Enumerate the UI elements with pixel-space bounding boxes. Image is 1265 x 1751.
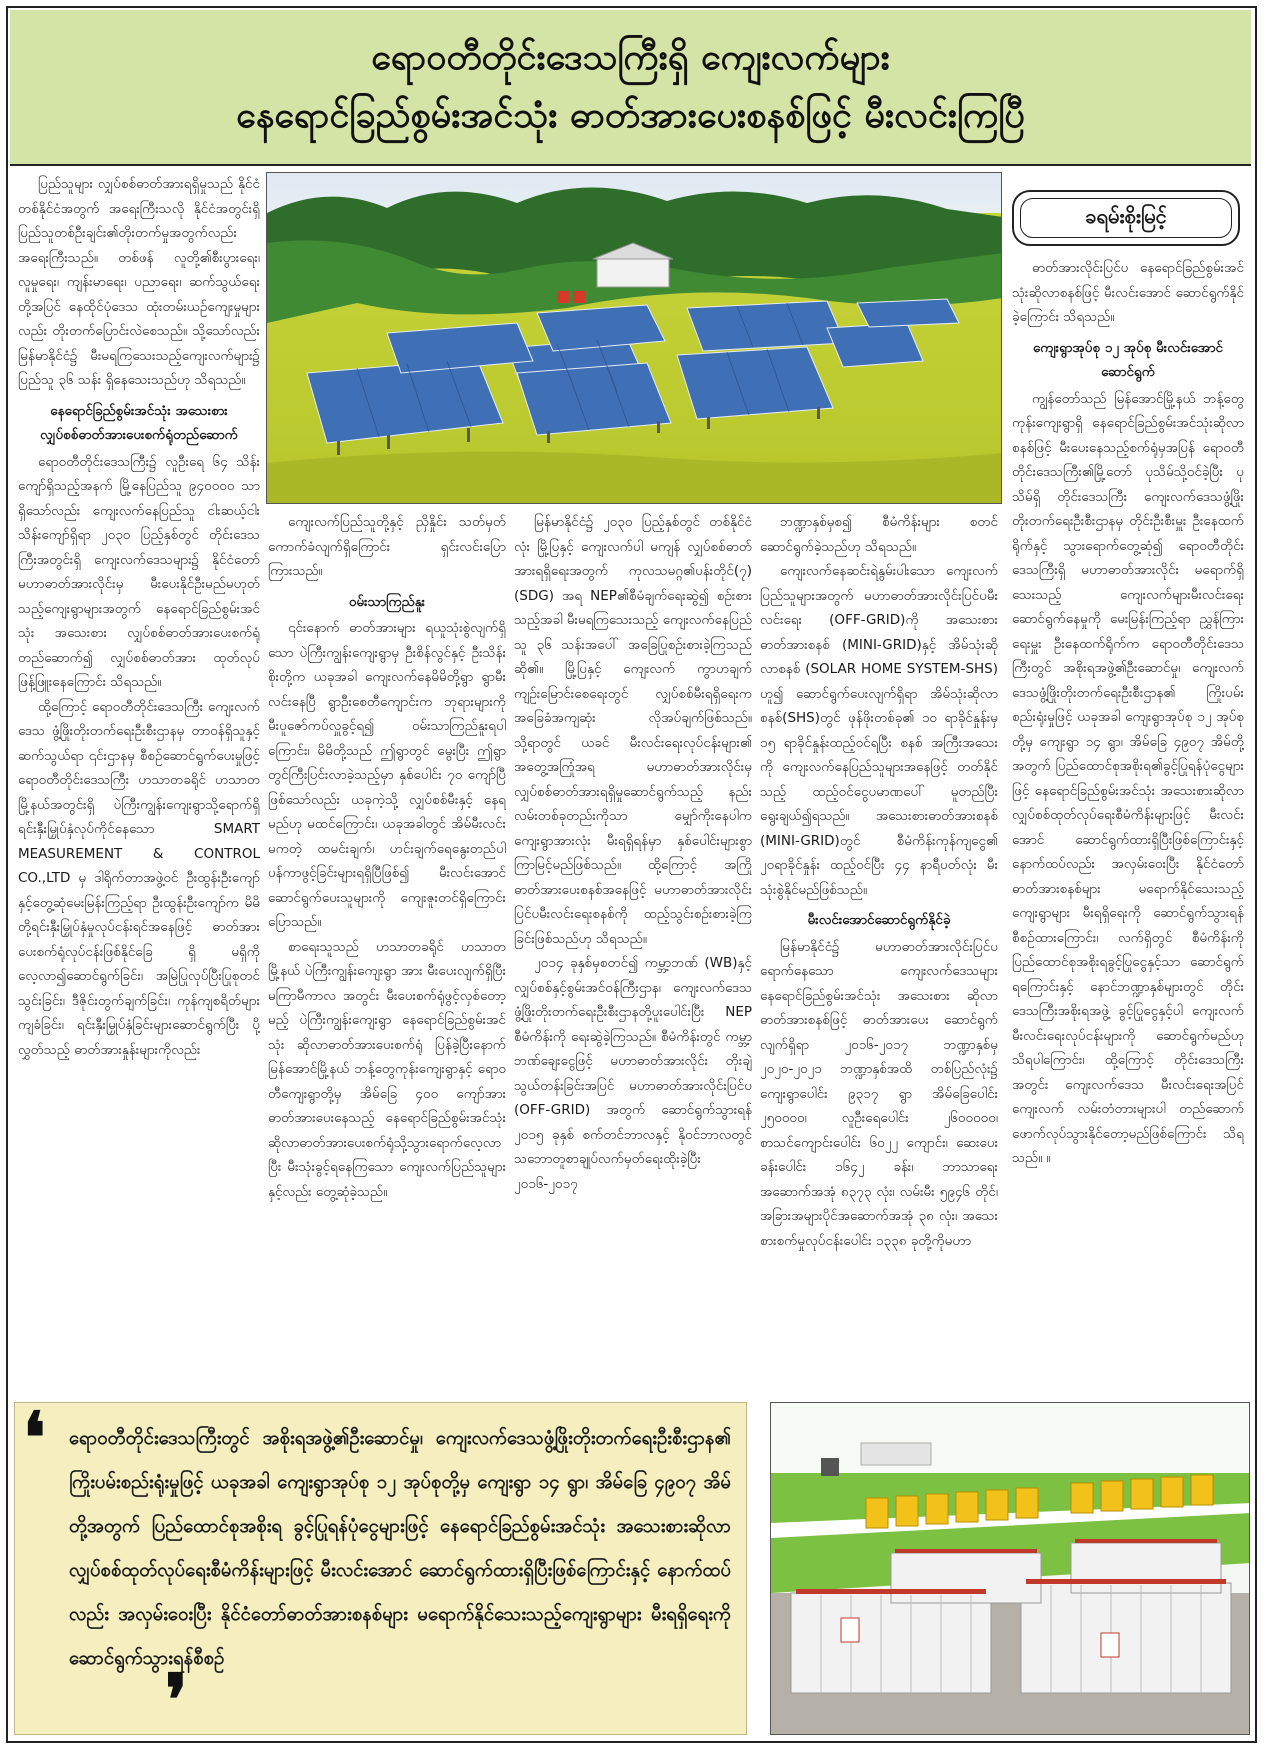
subheading: မီးလင်းအောင်ဆောင်ရွက်နိုင်ခဲ့ xyxy=(807,912,951,928)
battery-room-photo xyxy=(770,1402,1250,1735)
paragraph: ထို့ကြောင့် ရောဝတီတိုင်းဒေသကြီး ကျေးလက်ဒေသ ဖွံ့ဖြိုးတိုးတက်ရေးဦးစီးဌာနမှ တာဝန်ရှိသူနှင့် ဆက်သွယ်ရာ ၎င်းဌာနမှ စီစဉ်ဆောင်ရွက်ပေးမှုဖြင့် ရောဝတီတိုင်းဒေသကြီး ဟသာတခရိုင် ဟသာတမြို့နယ်အတွင်းရှိ ပဲကြီးကျွန်းကျေးရွာသို့ရောက်ရှိ ရင်းနှီးမြှုပ်နှံလုပ်ကိုင်နေသော SMART MEASUREMENT & CONTROL CO.,LTD မှ ဒါရိုက်တာအဖွဲ့ဝင် ဦးထွန်းဦးကျော်နှင့်တွေ့ဆုံမေးမြန်းကြည့်ရာ ဦးထွန်းဦးကျော်က မိမိတို့ရင်းနှီးမြှုပ်နှံမှုလုပ်ငန်းရင်အနေဖြင့် ဓာတ်အားပေးစက်ရုံလုပ်ငန်းဖြစ်နိုင်ခြေ ရှိ မရှိကို လေ့လာ၍ဆောင်ရွက်ခြင်း၊ အမြဲပြုလုပ်ပြီးပြုစုတင်သွင်းခြင်း၊ ဒီဇိုင်းတွက်ချက်ခြင်း၊ ကုန်ကျစရိတ်များကျခံခြင်း၊ ရင်းနှီးမြှုပ်နှံခြင်းများဆောင်ရွက်ပြီး ပို့လွှတ်သည့် ဓာတ်အားနှုန်းများကိုလည်း xyxy=(18,698,260,1058)
close-quote-mark: ❜ xyxy=(165,1658,188,1741)
subheading: နေရောင်ခြည်စွမ်းအင်သုံး အသေးစား လျှပ်စစ်ဓာတ်အားပေးစက်ရုံတည်ဆောက် xyxy=(40,402,238,443)
headline-banner xyxy=(10,10,1251,166)
paragraph: မြန်မာနိုင်ငံ၌ ၂၀၃၀ ပြည့်နှစ်တွင် တစ်နိုင်ငံလုံး မြို့ပြနှင့် ကျေးလက်ပါ မကျန် လျှပ်စစ်ဓာတ်အားရရှိရေးအတွက် ကုလသမဂ္ဂ၏ပန်းတိုင်(၇) (SDG) အရ NEP၏စီမံချက်ရေးဆွဲ၍ စဉ်းစားသည့်အခါ မီးမရကြသေးသည့် ကျေးလက်နေပြည်သူ ၃၆ သန်းအပေါ် အခြေပြုစဉ်းစားခဲ့ကြသည်ဆို၏။ မြို့ပြနှင့် ကျေးလက် ကွာဟချက် ကျဉ်းမြောင်းစေရေးတွင် လျှပ်စစ်မီးရရှိရေးက အခြေခံအကျဆုံး လိုအပ်ချက်ဖြစ်သည်။ သို့ရာတွင် ယခင် မီးလင်းရေးလုပ်ငန်းများ၏ အတွေ့အကြုံအရ မဟာဓာတ်အားလိုင်းမှ လျှပ်စစ်ဓာတ်အားရရှိမှုဆောင်ရွက်သည့် နည်းလမ်းတစ်ခုတည်းကိုသာ မျှော်ကိုးနေပါက ကျေးရွာအားလုံး မီးရရှိရန်မှာ နှစ်ပေါင်းများစွာ ကြာမြင့်မည်ဖြစ်သည်။ ထို့ကြောင့် အကြိုဓာတ်အားပေးစနစ်အနေဖြင့် မဟာဓာတ်အားလိုင်းပြင်ပမီးလင်းရေးစနစ်ကို ထည့်သွင်းစဉ်းစားခဲ့ကြခြင်းဖြစ်သည်ဟု သိရသည်။ xyxy=(514,514,752,947)
paragraph: ကျေးလက်ပြည်သူတို့နှင့် ညှိနှိုင်း သတ်မှတ် ကောက်ခံလျက်ရှိကြောင်း ရှင်းလင်းပြောကြားသည်။ xyxy=(268,514,506,579)
subheading: ကျေးရွာအုပ်စု ၁၂ အုပ်စု မီးလင်းအောင်ဆောင်ရွက် xyxy=(1032,339,1224,380)
battery-room-illustration xyxy=(771,1403,1250,1735)
open-quote-mark: ❛ xyxy=(23,1396,46,1479)
paragraph: စာရေးသူသည် ဟသာတခရိုင် ဟသာတမြို့နယ် ပဲကြီးကျွန်းကျေးရွာ အား မီးပေးလျက်ရှိပြီး မကြာမီကာလ အတွင်း မီးပေးစက်ရုံဖွင့်လှစ်တော့မည့် ပဲကြီးကျွန်းကျေးရွာ နေရောင်ခြည်စွမ်းအင်သုံး ဆိုလာဓာတ်အားပေးစက်ရုံ ပြန်ခဲ့ပြီးနောက် မြန်အောင်မြို့နယ် ဘန့်တွေကုန်းကျေးရွာနှင့် ရောဝတီကျေးရွာတို့မှ အိမ်ခြေ ၄၀၀ ကျော်အား ဓာတ်အားပေးနေသည့် နေရောင်ခြည်စွမ်းအင်သုံးဆိုလာဓာတ်အားပေးစက်ရုံသို့သွားရောက်လေ့လာပြီး မီးသုံးခွင့်ရနေကြသော ကျေးလက်ပြည်သူများနှင့်လည်း တွေ့ဆုံခဲ့သည်။ xyxy=(268,938,506,1200)
paragraph: ၂၀၁၄ ခုနှစ်မှစတင်၍ ကမ္ဘာ့ဘဏ် (WB)နှင့် လျှပ်စစ်နှင့်စွမ်းအင်ဝန်ကြီးဌာန၊ ကျေးလက်ဒေသဖွံ့ဖြိုးတိုးတက်ရေးဦးစီးဌာနတို့ပူးပေါင်းပြီး NEP စီမံကိန်းကို ရေးဆွဲခဲ့ကြသည်။ စီမံကိန်းတွင် ကမ္ဘာ့ဘဏ်ချေးငွေဖြင့် မဟာဓာတ်အားလိုင်း တိုးချဲ့သွယ်တန်းခြင်းအပြင် မဟာဓာတ်အားလိုင်းပြင်ပ (OFF-GRID) အတွက် ဆောင်ရွက်သွားရန် ၂၀၁၅ ခုနှစ် စက်တင်ဘာလနှင့် နိုဝင်ဘာလတွင် သဘောတူစာချုပ်လက်မှတ်ရေးထိုးခဲ့ပြီး ၂၀၁၆-၂၀၁၇ xyxy=(514,955,752,1192)
solar-farm-illustration xyxy=(267,173,1002,504)
paragraph: ကျွန်တော်သည် မြန်အောင်မြို့နယ် ဘန့်တွေကုန်းကျေးရွာရှိ နေရောင်ခြည်စွမ်းအင်သုံးဆိုလာစနစ်ဖြင့် မီးပေးနေသည့်စက်ရုံမှအပြန် ရောဝတီတိုင်းဒေသကြီး၏မြို့တော် ပုသိမ်သို့ဝင်ခဲ့ပြီး ပုသိမ်ရှိ တိုင်းဒေသကြီး ကျေးလက်ဒေသဖွံ့ဖြိုးတိုးတက်ရေးဦးစီးဌာနမှ တိုင်းဦးစီးမှူး ဦးနေထက်ရိုက်နှင့် သွားရောက်တွေ့ဆုံ၍ ရောဝတီတိုင်းဒေသကြီးရှိ မဟာဓာတ်အားလိုင်း မရောက်ရှိသေးသည့် ကျေးလက်များမီးလင်းရေး ဆောင်ရွက်နေမှုကို မေးမြန်းကြည့်ရာ ညွှန်ကြားရေးမှူး ဦးနေထက်ရိုက်က ရောဝတီတိုင်းဒေသကြီးတွင် အစိုးရအဖွဲ့၏ဦးဆောင်မှု၊ ကျေးလက်ဒေသဖွံ့ဖြိုးတိုးတက်ရေးဦးစီးဌာန၏ ကြိုးပမ်းစည်းရုံးမှုဖြင့် ယခုအခါ ကျေးရွာအုပ်စု ၁၂ အုပ်စုတို့မှ ကျေးရွာ ၁၄ ရွာ၊ အိမ်ခြေ ၄၉၀၇ အိမ်တို့အတွက် ပြည်ထောင်စုအစိုးရ၏ခွင့်ပြုရန်ပုံငွေများဖြင့် နေရောင်ခြည်စွမ်းအင်သုံး အသေးစားဆိုလာလျှပ်စစ်ထုတ်လုပ်ရေးစီမံကိန်းများဖြင့် မီးလင်းအောင် ဆောင်ရွက်ထားရှိပြီးဖြစ်ကြောင်းနှင့် နောက်ထပ်လည်း အလှမ်းဝေးပြီး နိုင်ငံတော်ဓာတ်အားစနစ်များ မရောက်နိုင်သေးသည့် ကျေးရွာများ မီးရရှိရေးကို ဆောင်ရွက်သွားရန်စီစဉ်ထားကြောင်း၊ လက်ရှိတွင် စီမံကိန်းကို ပြည်ထောင်စုအစိုးရခွင့်ပြုငွေနှင့်သာ ဆောင်ရွက်ရကြောင်းနှင့် နောင်ဘဏ္ဍာနှစ်များတွင် တိုင်းဒေသကြီးအစိုးရအဖွဲ့ ခွင့်ပြုငွေနှင့်ပါ ကျေးလက်မီးလင်းရေးလုပ်ငန်းများကို ဆောင်ရွက်မည်ဟု သိရပါကြောင်း၊ ထို့ကြောင့် တိုင်းဒေသကြီးအတွင်း ကျေးလက်ဒေသ မီးလင်းရေးအပြင် ကျေးလက် လမ်းတံတားများပါ တည်ဆောက်ဖောက်လုပ်သွားနိုင်တော့မည်ဖြစ်ကြောင်း သိရသည်။ ။ xyxy=(1012,390,1244,1166)
solar-farm-photo xyxy=(266,172,1002,504)
author-name: ခရမ်းစိုးမြင့် xyxy=(1085,204,1167,228)
paragraph: ဘဏ္ဍာနှစ်မှစ၍ စီမံကိန်းများ စတင်ဆောင်ရွက်ခဲ့သည်ဟု သိရသည်။ xyxy=(760,514,998,555)
headline-line-1: ရောဝတီတိုင်းဒေသကြီးရှိ ကျေးလက်များ xyxy=(371,37,890,78)
column-1 xyxy=(18,172,260,1390)
column-2 xyxy=(268,510,506,1390)
paragraph: မြန်မာနိုင်ငံ၌ မဟာဓာတ်အားလိုင်းပြင်ပရောက်နေသော ကျေးလက်ဒေသများ နေရောင်ခြည်စွမ်းအင်သုံး အသေးစား ဆိုလာဓာတ်အားစနစ်ဖြင့် ဓာတ်အားပေး ဆောင်ရွက်လျက်ရှိရာ ၂၀၁၆-၂၀၁၇ ဘဏ္ဍာနှစ်မှ ၂၀၂၀-၂၀၂၁ ဘဏ္ဍာနှစ်အထိ တစ်ပြည်လုံး၌ ကျေးရွာပေါင်း ၉၃၁၇ ရွာ အိမ်ခြေပေါင်း ၂၅၀၀၀၀၊ လူဦးရေပေါင်း ၂၆၀၀၀၀၀၊ စာသင်ကျောင်းပေါင်း ၆၀၂၂ ကျောင်း၊ ဆေးပေးခန်းပေါင်း ၁၆၄၂ ခန်း၊ ဘာသာရေးအဆောက်အအုံ ၈၃၇၃ လုံး၊ လမ်းမီး ၅၉၄၆ တိုင်၊ အခြားအများပိုင်အဆောက်အအုံ ၃၈ လုံး၊ အသေးစားစက်မှုလုပ်ငန်းပေါင်း ၁၃၃၈ ခုတို့ကိုမဟာ xyxy=(760,938,998,1249)
column-3 xyxy=(514,510,752,1390)
paragraph: ၎င်းနောက် ဓာတ်အားများ ရယူသုံးစွဲလျက်ရှိသော ပဲကြီးကျွန်းကျေးရွာမှ ဦးစိန်လွင်နှင့် ဦးသိန်းစိုးတို့က ယခုအခါ ကျေးလက်နေမိမိတို့ရွာ ရွာမီးလင်းနေပြီ ရွာဦးစေတီကျောင်းက ဘုရားများကိုမီးပူဇော်ကပ်လှူခွင့်ရ၍ ဝမ်းသာကြည်နူးရပါကြောင်း၊ မိမိတို့သည် ဤရွာတွင် မွေးပြီး ဤရွာတွင်ကြီးပြင်းလာခဲ့သည့်မှာ နှစ်ပေါင်း ၇၀ ကျော်ပြီဖြစ်သော်လည်း ယခုကဲ့သို့ လျှပ်စစ်မီးနှင့် နေရမည်ဟု မထင်ကြောင်း၊ ယခုအခါတွင် အိမ်မီးလင်းမကတဲ့ ထမင်းချက်၊ ဟင်းချက်ရေနွေးတည်ပါ ပန်ကာဖွင့်ခြင်းများရရှိပြီဖြစ်၍ မီးလင်းအောင် ဆောင်ရွက်ပေးသူများကို ကျေးဇူးတင်ရှိကြောင်း ပြောသည်။ xyxy=(268,620,506,930)
column-4 xyxy=(760,510,998,1390)
column-5 xyxy=(1012,256,1244,1390)
headline-line-2: နေရောင်ခြည်စွမ်းအင်သုံး ဓာတ်အားပေးစနစ်ဖြင့် မီးလင်းကြပြီ xyxy=(236,95,1025,136)
subheading: ဝမ်းသာကြည်နူး xyxy=(348,593,426,610)
paragraph: ကျေးလက်နေဆင်းရဲနွမ်းပါးသော ကျေးလက်ပြည်သူများအတွက် မဟာဓာတ်အားလိုင်းပြင်ပမီးလင်းရေး (OFF-GRID)ကို အသေးစားဓာတ်အားစနစ် (MINI-GRID)နှင့် အိမ်သုံးဆိုလာစနစ် (SOLAR HOME SYSTEM-SHS) ဟူ၍ ဆောင်ရွက်ပေးလျက်ရှိရာ အိမ်သုံးဆိုလာစနစ်(SHS)တွင် ဖုန်ဖိုးတစ်ခု၏ ၁၀ ရာခိုင်နှုန်းမှ ၁၅ ရာခိုင်နှုန်းထည့်ဝင်ရပြီး စနစ် အကြီးအသေးကို ကျေးလက်နေပြည်သူများအနေဖြင့် တတ်နိုင်သည့် ထည့်ဝင်ငွေပမာဏပေါ် မူတည်ပြီး ရွေးချယ်၍ရသည်။ အသေးစားဓာတ်အားစနစ် (MINI-GRID)တွင် စီမံကိန်းကုန်ကျငွေ၏ ၂၀ရာခိုင်နှုန်း ထည့်ဝင်ပြီး ၄၄ နာရီပတ်လုံး မီးသုံးစွဲနိုင်မည်ဖြစ်သည်။ xyxy=(760,563,998,898)
paragraph: ရောဝတီတိုင်းဒေသကြီး၌ လူဦးရေ ၆၄ သိန်းကျော်ရှိသည့်အနက် မြို့နေပြည်သူ ၉၄၀၀၀၀ သာ ရှိသော်လည်း ကျေးလက်နေပြည်သူ ငါးဆယ့်ငါးသိန်းကျော်ရှိရာ ၂၀၃၀ ပြည့်နှစ်တွင် တိုင်းဒေသကြီးအတွင်းရှိ ကျေးလက်ဒေသများ၌ နိုင်ငံတော်မဟာဓာတ်အားလိုင်းမှ မီးပေးနိုင်ဦးမည်မဟုတ်သည့်ကျေးရွာများအတွက် နေရောင်ခြည်စွမ်းအင်သုံး အသေးစား လျှပ်စစ်ဓာတ်အားပေးစက်ရုံ တည်ဆောက်၍ လျှပ်စစ်ဓာတ်အား ထုတ်လုပ်ဖြန့်ဖြူးနေကြောင်း သိရသည်။ xyxy=(18,453,260,690)
author-byline xyxy=(1012,190,1240,246)
pull-quote xyxy=(14,1396,747,1741)
paragraph: ဓာတ်အားလိုင်းပြင်ပ နေရောင်ခြည်စွမ်းအင်သုံးဆိုလာစနစ်ဖြင့် မီးလင်းအောင် ဆောင်ရွက်နိုင်ခဲ့ကြောင်း သိရသည်။ xyxy=(1012,260,1244,325)
paragraph: ပြည်သူများ လျှပ်စစ်ဓာတ်အားရရှိမှုသည် နိုင်ငံတစ်နိုင်ငံအတွက် အရေးကြီးသလို နိုင်ငံအတွင်းရှိ ပြည်သူတစ်ဦးချင်း၏တိုးတက်မှုအတွက်လည်း အရေးကြီးသည်။ တစ်ဖန် လူတို့၏စီးပွားရေး၊ လူမှုရေး၊ ကျန်းမာရေး၊ ပညာရေး၊ ဆက်သွယ်ရေးတို့အပြင် နေထိုင်ပုံဒေသ ထုံးတမ်းယဉ်ကျေးမှုများလည်း တိုးတက်ပြောင်းလဲစေသည်။ သို့သော်လည်း မြန်မာနိုင်ငံ၌ မီးမရကြသေးသည့်ကျေးလက်များ၌ ပြည်သူ ၃၆ သန်း ရှိနေသေးသည်ဟု သိရသည်။ xyxy=(18,176,260,388)
pull-quote-text: ရောဝတီတိုင်းဒေသကြီးတွင် အစိုးရအဖွဲ့၏ဦးဆောင်မှု၊ ကျေးလက်ဒေသဖွံ့ဖြိုးတိုးတက်ရေးဦးစီးဌာန၏ ကြိုးပမ်းစည်းရုံးမှုဖြင့် ယခုအခါ ကျေးရွာအုပ်စု ၁၂ အုပ်စုတို့မှ ကျေးရွာ ၁၄ ရွာ၊ အိမ်ခြေ ၄၉၀၇ အိမ်တို့အတွက် ပြည်ထောင်စုအစိုးရ ခွင့်ပြုရန်ပုံငွေများဖြင့် နေရောင်ခြည်စွမ်းအင်သုံး အသေးစားဆိုလာလျှပ်စစ်ထုတ်လုပ်ရေးစီမံကိန်းများဖြင့် မီးလင်းအောင် ဆောင်ရွက်ထားရှိပြီးဖြစ်ကြောင်းနှင့် နောက်ထပ်လည်း အလှမ်းဝေးပြီး နိုင်ငံတော်ဓာတ်အားစနစ်များ မရောက်နိုင်သေးသည့်ကျေးရွာများ မီးရရှိရေးကို ဆောင်ရွက်သွားရန်စီစဉ် xyxy=(69,1428,731,1669)
